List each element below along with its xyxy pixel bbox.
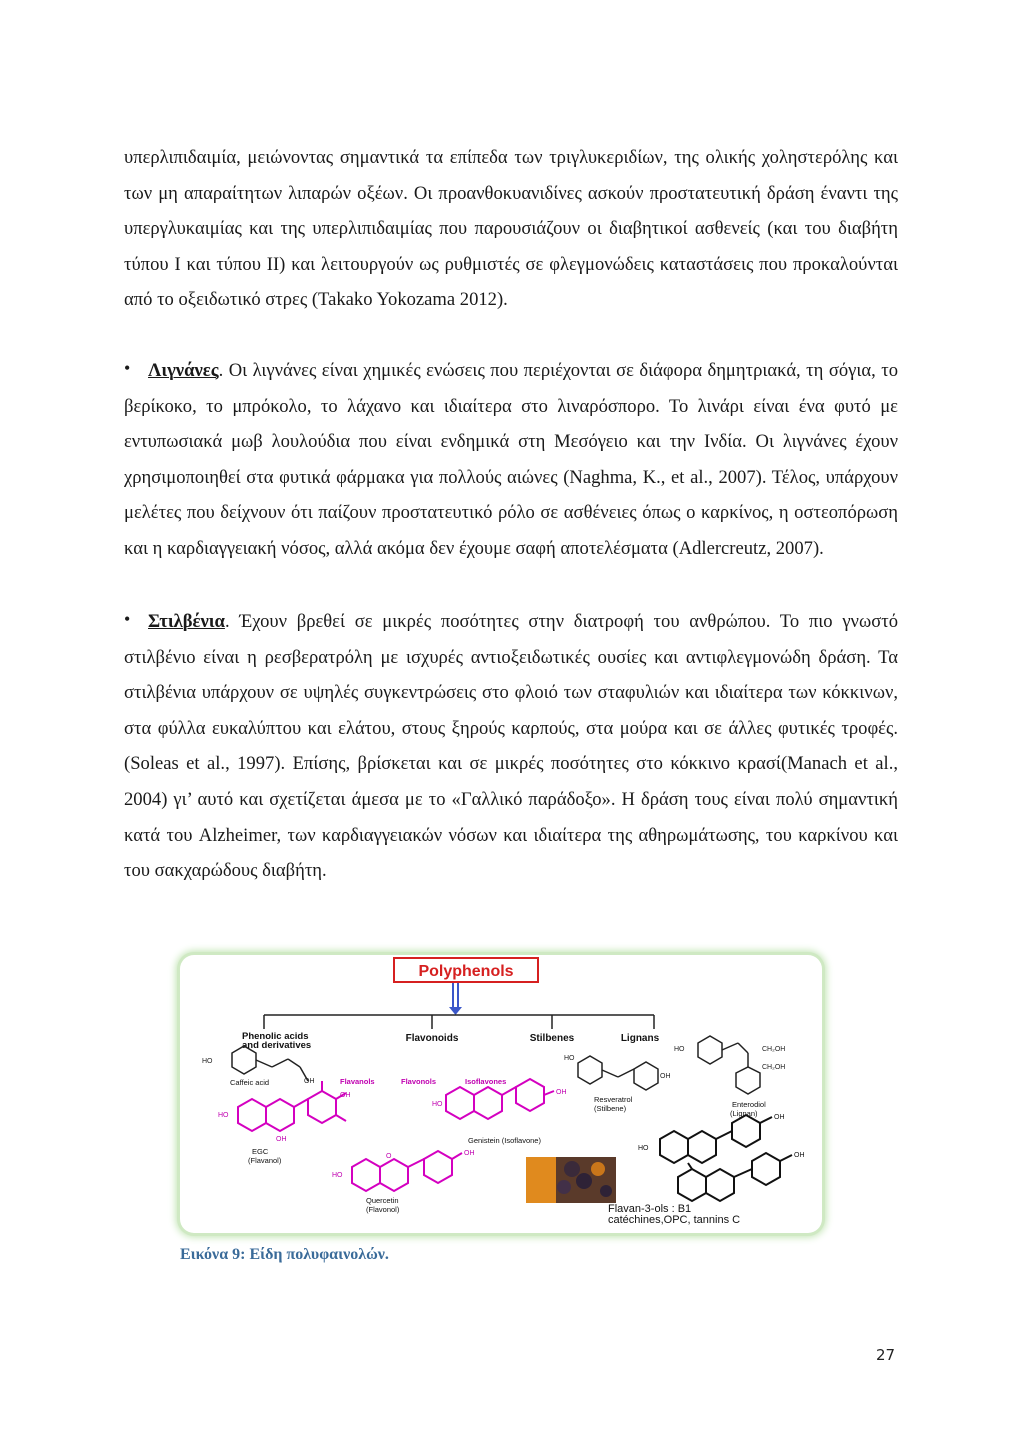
egc-structure	[238, 1081, 346, 1131]
bullet-marker: •	[124, 358, 131, 378]
category-phenolic-acids: Phenolic acids	[242, 1031, 309, 1042]
resveratrol-structure	[578, 1056, 658, 1090]
polyphenols-figure	[180, 955, 822, 1233]
stilbenes-paragraph	[124, 604, 898, 889]
lignans-paragraph	[124, 353, 898, 567]
egc-oh-label: OH	[276, 1136, 287, 1143]
intro-paragraph: υπερλιπιδαιμία, μειώνοντας σημαντικά τα επίπεδα των τριγλυκεριδίων, της ολικής χοληστερόλης και των μη απαραίτητων λιπαρών οξέων. Οι προανθοκυανιδίνες ασκούν προστατευτική δράση έναντι της υπεργλυκαιμίας και της υπερλιπιδαιμίας που παρουσιάζουν οι διαβητικοί ασθενείς (και του διαβήτη τύπου I και τύπου II) και λειτουργούν ως ρυθμιστές σε φλεγμονώδεις καταστάσεις που προκαλούνται από το οξειδωτικό στρες (Takako Yokozama 2012).	[124, 147, 898, 311]
quercetin-oh-label: OH	[464, 1150, 475, 1157]
quercetin-ho-label: HO	[332, 1172, 343, 1179]
genistein-label: Genistein (Isoflavone)	[468, 1136, 541, 1145]
subclass-flavanols: Flavanols	[340, 1077, 375, 1086]
subclass-isoflavones: Isoflavones	[465, 1077, 507, 1086]
quercetin-class-label: (Flavonol)	[366, 1205, 400, 1214]
enterodiol-ho-label: HO	[674, 1046, 685, 1053]
resveratrol-class-label: (Stilbene)	[594, 1104, 627, 1113]
enterodiol-ch2oh-top-label: CH₂OH	[762, 1046, 786, 1053]
caffeic-ho-label: HO	[202, 1058, 213, 1065]
enterodiol-name-label: Enterodiol	[732, 1100, 766, 1109]
lignans-term: Λιγνάνες	[148, 360, 219, 381]
subclass-flavonols: Flavonols	[401, 1077, 437, 1086]
stilbenes-text: . Έχουν βρεθεί σε μικρές ποσότητες στην διατροφή του ανθρώπου. Το πιο γνωστό στιλβένιο είναι η ρεσβερατρόλη με ισχυρές αντιοξειδωτικές ουσίες και αντιφλεγμονώδη δράση. Τα στιλβένια υπάρχουν σε υψηλές συγκεντρώσεις στο φλοιό των σταφυλιών και ιδιαίτερα των κόκκινων, στα φύλλα ευκαλύπτου και ελάτου, στους ξηρούς καρπούς, στα μούρα και σε άλλες φυτικές τροφές. (Soleas et al., 1997). Επίσης, βρίσκεται και σε μικρές ποσότητες στο κόκκινο κρασί(Manach et al., 2004) γι’ αυτό και σχετίζεται άμεσα με το «Γαλλικό παράδοξο». Η δράση τους είναι πολύ σημαντική κατά του Alzheimer, των καρδιαγγειακών νόσων και ιδιαίτερα της αθηρωμάτωσης, του καρκίνου και του σακχαρώδους διαβήτη.	[124, 611, 898, 882]
egc-name-label: EGC	[252, 1147, 269, 1156]
category-stilbenes: Stilbenes	[529, 1033, 575, 1044]
caffeic-acid-structure	[232, 1046, 308, 1081]
b1-ho-label: HO	[638, 1145, 649, 1152]
egc-oh-right-label: OH	[340, 1092, 351, 1099]
category-phenolic-derivatives: and derivatives	[242, 1040, 312, 1051]
quercetin-structure	[352, 1151, 462, 1191]
down-arrow-icon	[449, 1007, 462, 1015]
bullet-marker: •	[124, 609, 131, 629]
lignans-text: . Οι λιγνάνες είναι χημικές ενώσεις που περιέχονται σε διάφορα δημητριακά, τη σόγια, το βερίκοκο, το μπρόκολο, το λάχανο και ιδιαίτερα στο λιναρόσπορο. Το λινάρι είναι ένα φυτό με εντυπωσιακά μωβ λουλούδια που είναι ενδημικά στη Μεσόγειο και την Ινδία. Οι λιγνάνες έχουν χρησιμοποιηθεί στα φυτικά φάρμακα για πολλούς αιώνες (Naghma, K., et al., 2007). Τέλος, υπάρχουν μελέτες που δείχνουν ότι παίζουν προστατευτικό ρόλο σε ασθένειες όπως ο καρκίνος, η οστεοπόρωση και η καρδιαγγειακή νόσος, αλλά ακόμα δεν έχουμε σαφή αποτελέσματα (Adlercreutz, 2007).	[124, 360, 898, 559]
b1-oh-label: OH	[774, 1114, 785, 1121]
quercetin-name-label: Quercetin	[366, 1196, 399, 1205]
resveratrol-oh-label: OH	[660, 1073, 671, 1080]
page-number: 27	[876, 1346, 896, 1364]
egc-ho-label: HO	[218, 1112, 229, 1119]
resveratrol-ho-label: HO	[564, 1055, 575, 1062]
resveratrol-name-label: Resveratrol	[594, 1095, 633, 1104]
enterodiol-class-label: (Lignan)	[730, 1109, 758, 1118]
enterodiol-structure	[698, 1036, 760, 1094]
catechines-label: catéchines,OPC, tannins C	[608, 1214, 741, 1226]
caffeic-oh-label: OH	[304, 1078, 315, 1085]
figure-caption: Εικόνα 9: Είδη πολυφαινολών.	[180, 1246, 389, 1263]
diagram-title: Polyphenols	[418, 963, 514, 980]
procyanidin-b1-structure	[660, 1115, 792, 1201]
caffeic-acid-label: Caffeic acid	[230, 1078, 270, 1087]
polyphenols-diagram	[180, 955, 822, 1233]
genistein-oh-label: OH	[556, 1089, 567, 1096]
b1-oh-right-label: OH	[794, 1152, 805, 1159]
egc-class-label: (Flavanol)	[248, 1156, 282, 1165]
grapes-photo	[526, 1157, 616, 1203]
stilbenes-term: Στιλβένια	[148, 611, 225, 632]
quercetin-o-label: O	[386, 1153, 392, 1160]
enterodiol-ch2oh-bottom-label: CH₂OH	[762, 1064, 786, 1071]
genistein-ho-label: HO	[432, 1101, 443, 1108]
category-flavonoids: Flavonoids	[405, 1033, 459, 1044]
category-lignans: Lignans	[620, 1033, 660, 1044]
flavan-3-ols-label: Flavan-3-ols : B1	[608, 1203, 692, 1215]
